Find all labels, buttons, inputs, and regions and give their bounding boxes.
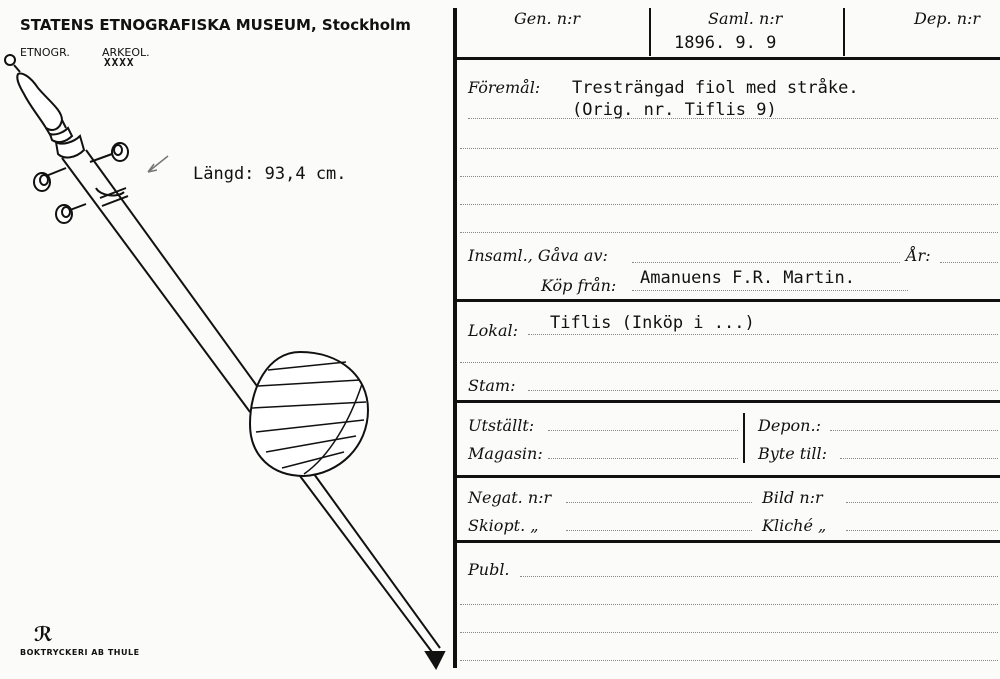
dotted-line (548, 458, 738, 459)
depon-label: Depon.: (758, 416, 821, 435)
dotted-line (940, 262, 998, 263)
dotted-line (846, 530, 998, 531)
byte-label: Byte till: (758, 444, 827, 463)
magasin-label: Magasin: (468, 444, 543, 463)
dotted-line (460, 204, 998, 205)
dept-arkeol: ARKEOL. (102, 46, 150, 59)
printer-name: BOKTRYCKERI AB THULE (20, 648, 140, 657)
museum-name: STATENS ETNOGRAFISKA MUSEUM, (20, 16, 317, 34)
foremal-value-2: (Orig. nr. Tiflis 9) (572, 100, 777, 120)
dotted-line (830, 430, 998, 431)
kliche-label: Kliché „ (762, 516, 827, 535)
dept-etnogr: ETNOGR. (20, 46, 70, 59)
kop-value: Amanuens F.R. Martin. (640, 268, 855, 288)
ar-label: År: (906, 246, 931, 265)
dotted-line (840, 458, 998, 459)
museum-city: Stockholm (321, 16, 411, 34)
negat-label: Negat. n:r (468, 488, 552, 507)
bild-label: Bild n:r (762, 488, 823, 507)
dotted-line (460, 660, 998, 661)
dotted-line (548, 430, 738, 431)
rule-after-magasin (455, 475, 1000, 478)
rule-header (455, 57, 1000, 60)
gen-label: Gen. n:r (514, 9, 581, 28)
header-sep-2 (843, 8, 845, 56)
dotted-line (460, 176, 998, 177)
mid-sep (743, 413, 745, 463)
publ-label: Publ. (468, 560, 510, 579)
dotted-line (528, 334, 998, 335)
dotted-line (528, 390, 998, 391)
fiddle-drawing (0, 40, 460, 679)
lokal-value: Tiflis (Inköp i ...) (550, 313, 755, 333)
dept-arkeol-strike: XXXX (104, 56, 135, 69)
saml-label: Saml. n:r (708, 9, 783, 28)
dotted-line (460, 148, 998, 149)
foremal-label: Föremål: (468, 78, 541, 97)
rule-after-kop (455, 299, 1000, 302)
dotted-line (520, 576, 998, 577)
dotted-line (566, 530, 752, 531)
dotted-line (566, 502, 752, 503)
dotted-line (460, 632, 998, 633)
rule-after-skiopt (455, 540, 1000, 543)
insaml-label: Insaml., Gåva av: (468, 246, 608, 265)
dep-label: Dep. n:r (914, 9, 981, 28)
dotted-line (846, 502, 998, 503)
dotted-line (460, 232, 998, 233)
length-measurement: Längd: 93,4 cm. (193, 164, 347, 184)
printer-logo-icon: ℛ (34, 622, 53, 646)
foremal-value-1: Tresträngad fiol med stråke. (572, 78, 859, 98)
panel-divider (453, 8, 457, 668)
utstallt-label: Utställt: (468, 416, 535, 435)
dotted-line (460, 604, 998, 605)
kop-label: Köp från: (541, 276, 617, 295)
museum-title (20, 16, 411, 34)
dotted-line (632, 290, 908, 291)
header-sep-1 (649, 8, 651, 56)
dotted-line (460, 362, 998, 363)
lokal-label: Lokal: (468, 321, 518, 340)
skiopt-label: Skiopt. „ (468, 516, 539, 535)
dotted-line (632, 262, 900, 263)
rule-after-stam (455, 400, 1000, 403)
stam-label: Stam: (468, 376, 516, 395)
dotted-line (468, 118, 998, 119)
saml-value: 1896. 9. 9 (674, 33, 777, 53)
